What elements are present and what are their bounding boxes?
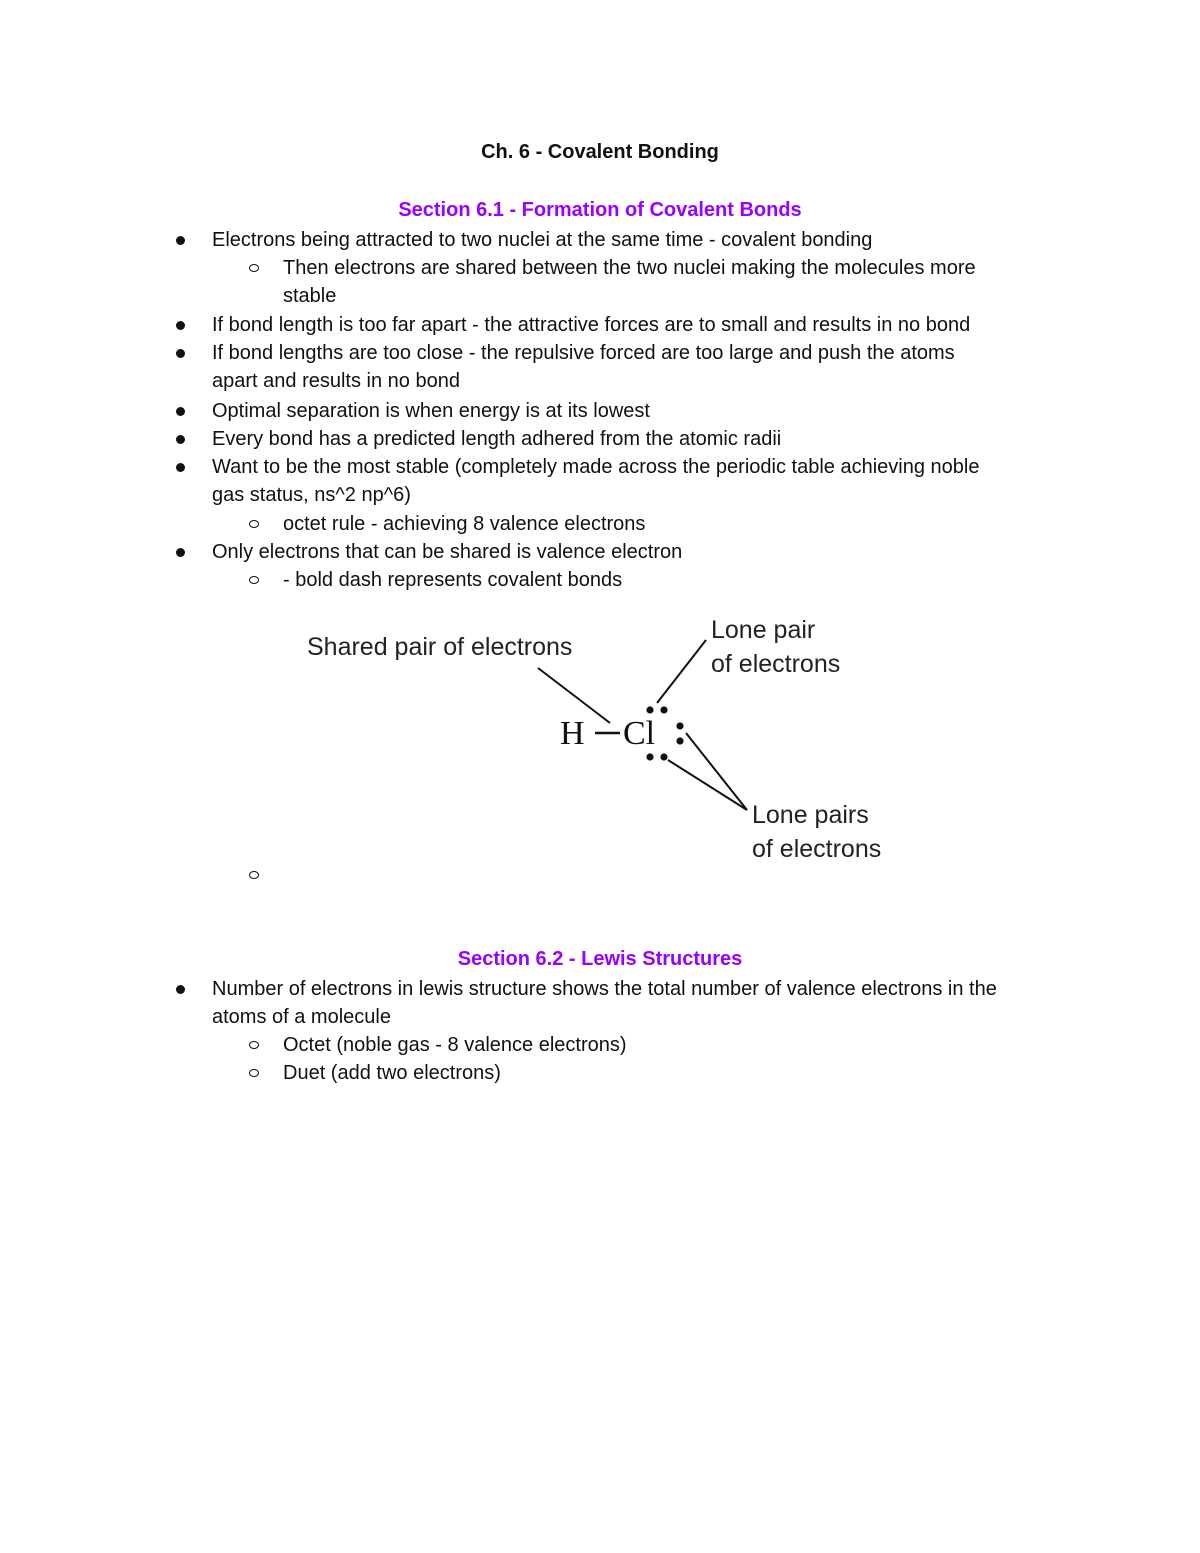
list-item: Every bond has a predicted length adhered from the atomic radii	[212, 428, 782, 450]
electron-dot	[660, 753, 667, 760]
shared-pair-label: Shared pair of electrons	[307, 633, 573, 661]
bullet-disc	[176, 463, 185, 472]
lone-pairs-pointer-lower	[668, 760, 747, 810]
bullet-disc	[176, 548, 185, 557]
list-item: If bond length is too far apart - the attractive forces are to small and results in no bond	[212, 314, 971, 336]
bullet-disc	[176, 236, 185, 245]
electron-dot	[646, 753, 653, 760]
lone-pair-label-line2: of electrons	[711, 650, 841, 678]
electron-dot	[676, 737, 683, 744]
bullet-circle	[249, 1041, 259, 1049]
bullet-circle	[249, 520, 259, 528]
bullet-circle	[249, 264, 259, 272]
list-item: Want to be the most stable (completely made across the periodic table achieving noble	[212, 456, 980, 478]
bullet-disc	[176, 435, 185, 444]
list-item: Number of electrons in lewis structure shows the total number of valence electrons in the	[212, 978, 997, 1000]
bullet-circle	[249, 576, 259, 584]
list-item-continuation: atoms of a molecule	[212, 1006, 391, 1028]
lone-pairs-label-line1: Lone pairs	[752, 801, 869, 829]
hydrogen-atom: H	[560, 715, 585, 752]
sub-list-item-continuation: stable	[283, 285, 337, 307]
list-item-continuation: apart and results in no bond	[212, 370, 460, 392]
bullet-disc	[176, 985, 185, 994]
section-6-2-heading: Section 6.2 - Lewis Structures	[457, 948, 743, 970]
sub-list-item: Duet (add two electrons)	[283, 1062, 501, 1084]
list-item: Only electrons that can be shared is valence electron	[212, 541, 683, 563]
chlorine-atom: Cl	[623, 715, 656, 752]
bullet-disc	[176, 349, 185, 358]
electron-dot	[676, 722, 683, 729]
document-title: Ch. 6 - Covalent Bonding	[481, 141, 719, 163]
bullet-disc	[176, 321, 185, 330]
bullet-circle	[249, 1069, 259, 1077]
lone-pairs-pointer-upper	[686, 733, 747, 810]
bullet-disc	[176, 407, 185, 416]
lone-pair-label-line1: Lone pair	[711, 616, 816, 644]
hcl-lewis-diagram	[290, 605, 930, 875]
list-item: If bond lengths are too close - the repulsive forced are too large and push the atoms	[212, 342, 955, 364]
bullet-circle-empty	[249, 871, 259, 879]
sub-list-item: Then electrons are shared between the two nuclei making the molecules more	[283, 257, 976, 279]
electron-dot	[660, 706, 667, 713]
list-item-continuation: gas status, ns^2 np^6)	[212, 484, 411, 506]
list-item: Electrons being attracted to two nuclei at the same time - covalent bonding	[212, 229, 873, 251]
sub-list-item: octet rule - achieving 8 valence electrons	[283, 513, 646, 535]
sub-list-item: Octet (noble gas - 8 valence electrons)	[283, 1034, 627, 1056]
electron-dot	[646, 706, 653, 713]
list-item: Optimal separation is when energy is at its lowest	[212, 400, 650, 422]
lone-pairs-label-line2: of electrons	[752, 835, 882, 863]
lone-pair-pointer	[657, 640, 706, 703]
sub-list-item: - bold dash represents covalent bonds	[283, 569, 623, 591]
section-6-1-heading: Section 6.1 - Formation of Covalent Bonds	[398, 199, 802, 221]
